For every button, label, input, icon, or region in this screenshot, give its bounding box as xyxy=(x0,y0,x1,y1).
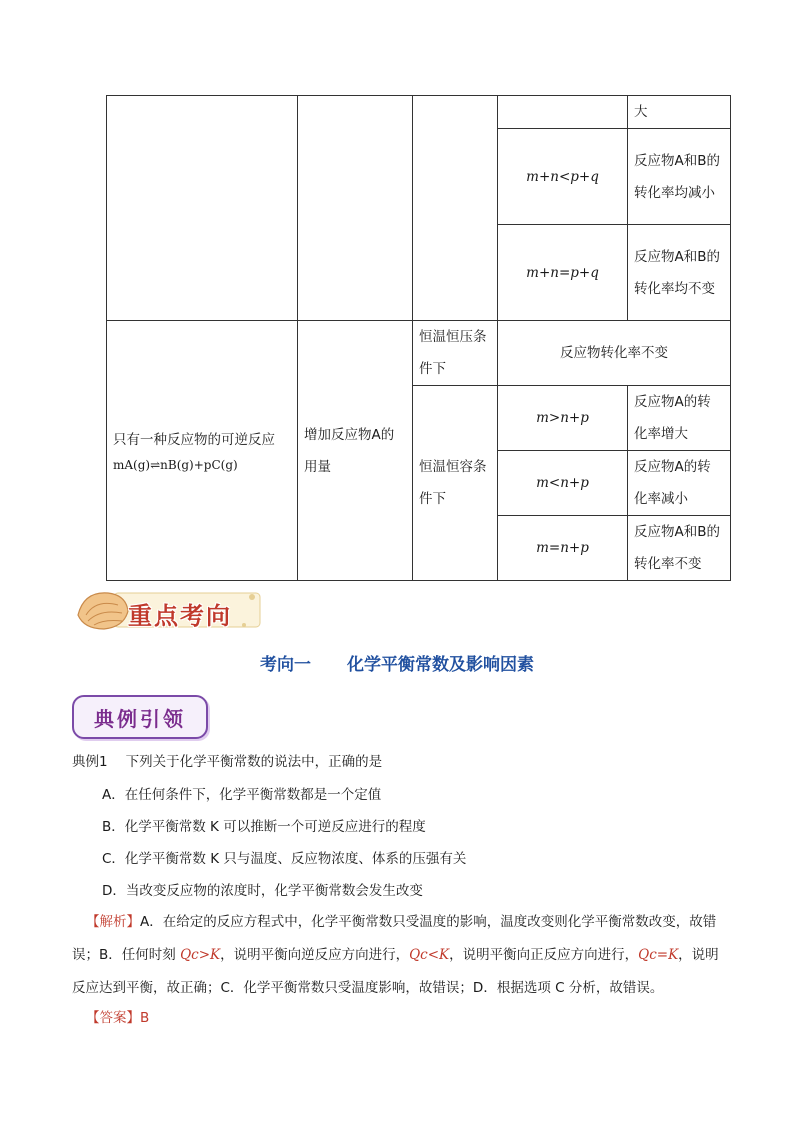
table-cell-condition: m+n<p+q xyxy=(498,129,628,225)
option-d: D．当改变反应物的浓度时，化学平衡常数会发生改变 xyxy=(102,883,423,899)
table-cell-condition: m<n+p xyxy=(498,451,628,516)
example-tag xyxy=(72,695,208,739)
table-cell-condition: 恒温恒容条件下 xyxy=(413,386,498,581)
analysis-formula: Qc<K xyxy=(409,947,450,963)
table-cell-change: 增加反应物A的用量 xyxy=(298,321,413,581)
table-cell-empty xyxy=(498,96,628,129)
reaction-label: 只有一种反应物的可逆反应 xyxy=(113,431,275,448)
analysis-text: ，说明平衡向逆反应方向进行， xyxy=(220,947,410,963)
option-a: A．在任何条件下，化学平衡常数都是一个定值 xyxy=(102,787,382,803)
table-cell-empty xyxy=(298,96,413,321)
analysis-formula: Qc>K xyxy=(180,947,221,963)
table-row xyxy=(107,96,731,129)
table-cell-result: 反应物A的转化率增大 xyxy=(628,386,731,451)
banner-title: 重点考向 xyxy=(128,601,232,630)
section-name: 化学平衡常数及影响因素 xyxy=(347,655,534,675)
table-cell-result: 反应物转化率不变 xyxy=(498,321,731,386)
analysis-text: ，说明平衡向正反应方向进行， xyxy=(449,947,639,963)
table-cell: 反应物A和B的转化率均减小 xyxy=(628,129,731,225)
section-title xyxy=(0,650,794,675)
analysis-label: 【解析】 xyxy=(86,914,140,930)
option-b: B．化学平衡常数 K 可以推断一个可逆反应进行的程度 xyxy=(102,819,426,835)
table-cell-empty xyxy=(107,96,298,321)
table-cell: 大 xyxy=(628,96,731,129)
table-cell-empty xyxy=(413,96,498,321)
analysis-paragraph xyxy=(72,906,732,1005)
answer-label: 【答案】 xyxy=(86,1010,140,1026)
answer-value: B xyxy=(140,1010,150,1026)
comparison-table xyxy=(106,95,731,581)
analysis-text: ，说明反应达到平衡，故正确；C．化学平衡常数只受温度影响，故错误；D．根据选项 C 分析，故错误。 xyxy=(72,947,719,996)
table-cell-condition: 恒温恒压条件下 xyxy=(413,321,498,386)
table-row xyxy=(107,321,731,386)
analysis-text: A．在给定的反应方程式中，化学平衡常数只受温度的影响，温度改变则化学平衡常数改变，故错误；B．任何时刻 xyxy=(72,914,717,963)
section-label: 考向一 xyxy=(260,655,311,675)
answer-line xyxy=(86,1008,149,1028)
table-cell-condition: m+n=p+q xyxy=(498,225,628,321)
table-cell-reaction xyxy=(107,321,298,581)
analysis-formula: Qc=K xyxy=(638,947,679,963)
reaction-equation: mA(g)⇌nB(g)+pC(g) xyxy=(113,457,238,472)
table-cell-result: 反应物A和B的转化率不变 xyxy=(628,516,731,581)
example-tag-title: 典例引领 xyxy=(94,707,186,731)
table-cell-condition: m>n+p xyxy=(498,386,628,451)
question-text: 下列关于化学平衡常数的说法中，正确的是 xyxy=(125,754,383,770)
question-stem xyxy=(72,752,382,772)
option-c: C．化学平衡常数 K 只与温度、反应物浓度、体系的压强有关 xyxy=(102,851,467,867)
table-cell-condition: m=n+p xyxy=(498,516,628,581)
table-cell: 反应物A和B的转化率均不变 xyxy=(628,225,731,321)
table-cell-result: 反应物A的转化率减小 xyxy=(628,451,731,516)
question-number: 典例1 xyxy=(72,754,108,770)
